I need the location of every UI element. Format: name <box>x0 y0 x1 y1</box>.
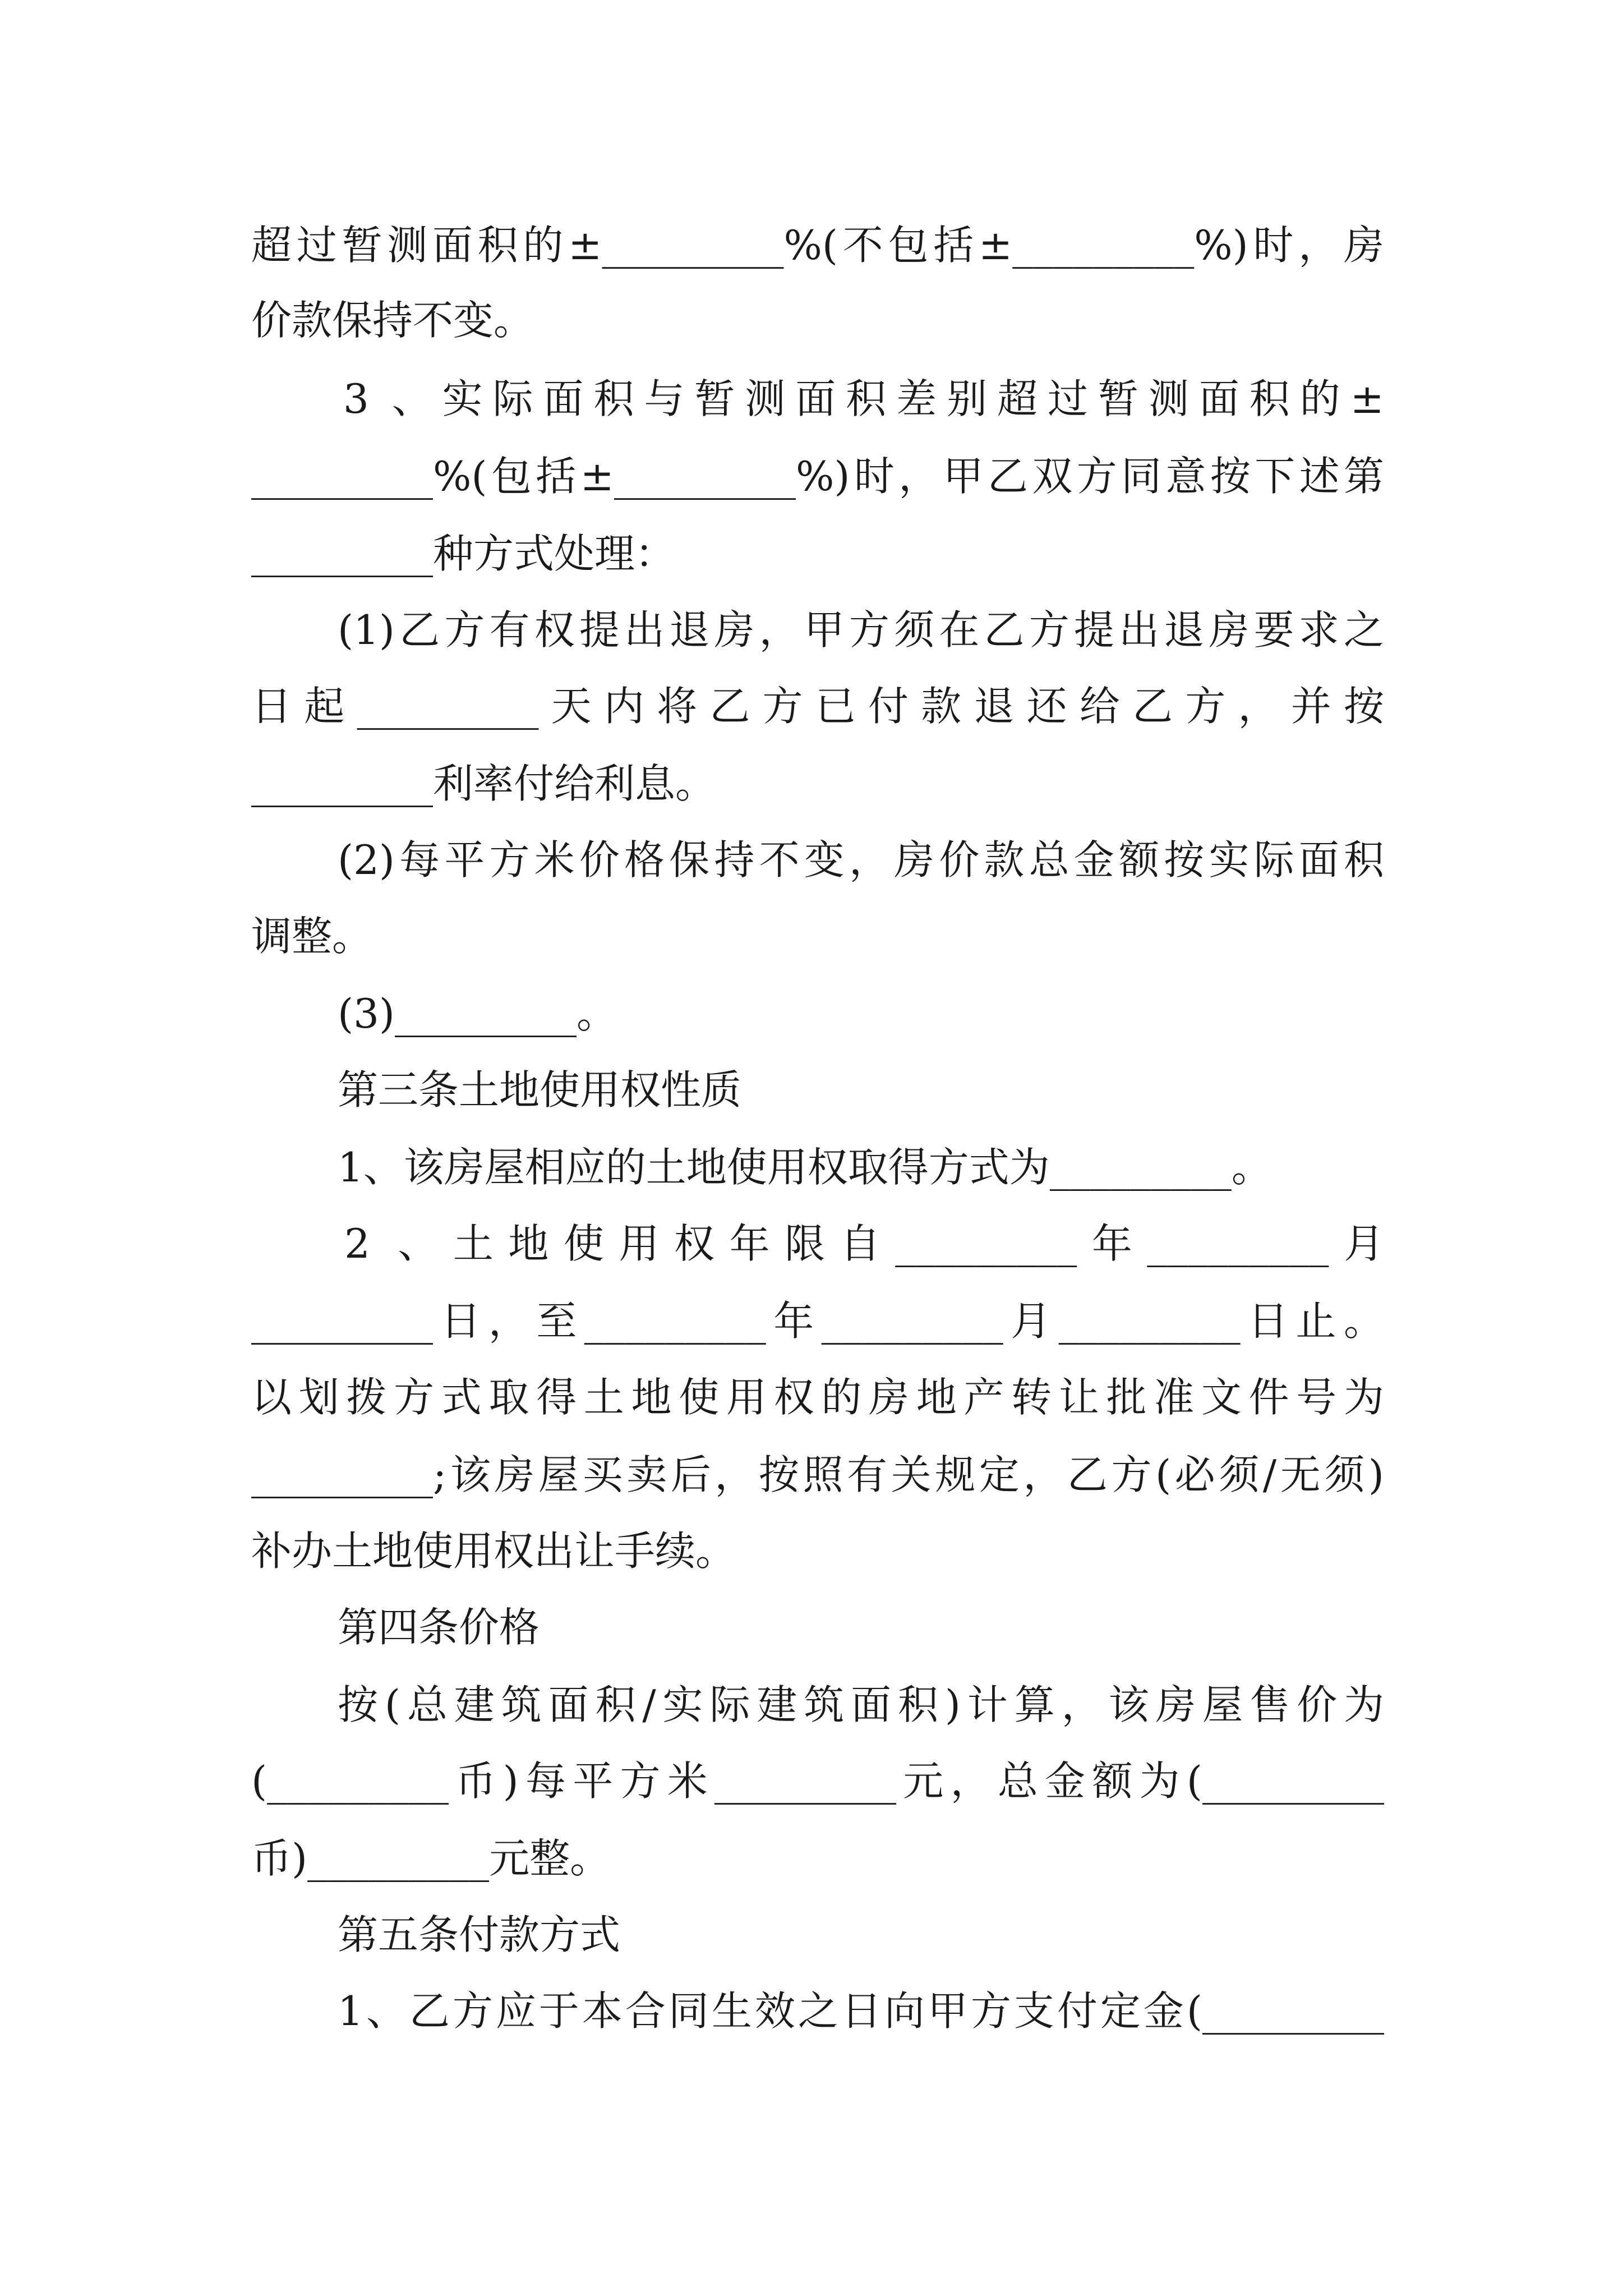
text-segment: 币) <box>251 1835 308 1882</box>
fill-in-blank[interactable]: _________ <box>1049 1144 1232 1191</box>
fill-in-blank[interactable]: _________ <box>1012 222 1195 269</box>
fill-in-blank[interactable]: _________ <box>1058 1297 1241 1345</box>
fill-in-blank[interactable]: _________ <box>251 1297 433 1345</box>
fill-in-blank[interactable]: _________ <box>251 530 433 577</box>
text-segment: 以划拨方式取得土地使用权的房地产转让批准文件号为 <box>251 1374 1384 1421</box>
fill-in-blank[interactable]: _________ <box>251 1451 433 1498</box>
text-line <box>344 1205 1384 1282</box>
text-segment: %)时，甲乙双方同意按下述第 <box>795 453 1384 500</box>
text-segment: 价款保持不变。 <box>251 297 534 344</box>
text-line <box>338 821 1384 899</box>
text-line <box>251 898 1384 975</box>
text-line <box>338 1896 1384 1973</box>
text-line <box>251 282 1384 359</box>
text-segment: %(不包括± <box>783 222 1013 269</box>
text-line <box>338 591 1384 669</box>
text-segment: 币)每平方米 <box>449 1757 715 1805</box>
text-segment: 日起 <box>251 683 357 730</box>
text-line <box>251 1359 1384 1436</box>
text-segment: 超过暂测面积的± <box>251 222 602 269</box>
fill-in-blank[interactable]: _________ <box>602 222 784 269</box>
text-line <box>338 975 1384 1052</box>
fill-in-blank[interactable]: _________ <box>614 453 796 500</box>
text-segment: 第五条付款方式 <box>338 1911 621 1958</box>
fill-in-blank[interactable]: _________ <box>714 1757 897 1805</box>
text-segment: 元，总金额为( <box>896 1757 1202 1805</box>
text-segment: %)时，房 <box>1194 222 1384 269</box>
text-segment: 月 <box>1329 1220 1384 1267</box>
text-segment: 调整。 <box>251 913 373 960</box>
text-line <box>251 1512 1384 1590</box>
fill-in-blank[interactable]: _________ <box>821 1297 1003 1345</box>
text-segment: (2)每平方米价格保持不变，房价款总金额按实际面积 <box>338 836 1384 884</box>
text-line <box>338 1129 1384 1206</box>
text-line <box>251 206 1384 284</box>
text-line <box>251 1742 1384 1820</box>
text-line <box>338 1972 1384 2050</box>
text-line <box>251 515 1384 592</box>
text-segment: 1、乙方应于本合同生效之日向甲方支付定金( <box>338 1987 1202 2035</box>
fill-in-blank[interactable]: _________ <box>1202 1757 1384 1805</box>
text-line <box>251 668 1384 745</box>
text-line <box>251 745 1384 822</box>
text-segment: ;该房屋买卖后，按照有关规定，乙方(必须/无须) <box>433 1451 1384 1498</box>
fill-in-blank[interactable]: _________ <box>895 1220 1077 1267</box>
text-segment: 第三条土地使用权性质 <box>338 1066 742 1114</box>
text-segment: 第四条价格 <box>338 1604 540 1651</box>
text-segment: 元整。 <box>489 1835 611 1882</box>
fill-in-blank[interactable]: _________ <box>1202 1987 1384 2035</box>
text-segment: 。 <box>1231 1144 1272 1191</box>
text-segment: 1、该房屋相应的土地使用权取得方式为 <box>338 1144 1050 1191</box>
text-line <box>338 1589 1384 1666</box>
fill-in-blank[interactable]: _________ <box>584 1297 766 1345</box>
text-segment: 2 、土地使用权年限自 <box>344 1220 896 1267</box>
text-line <box>251 1436 1384 1513</box>
fill-in-blank[interactable]: _________ <box>307 1835 490 1882</box>
text-segment: 日，至 <box>433 1297 584 1345</box>
text-segment: 按(总建筑面积/实际建筑面积)计算，该房屋售价为 <box>338 1681 1384 1728</box>
text-line <box>251 1820 1384 1897</box>
text-segment: 3 、实际面积与暂测面积差别超过暂测面积的± <box>343 375 1384 422</box>
text-segment: 年 <box>1077 1220 1147 1267</box>
fill-in-blank[interactable]: _________ <box>357 683 539 730</box>
text-segment: 种方式处理： <box>433 530 676 577</box>
text-line <box>338 1051 1384 1129</box>
fill-in-blank[interactable]: _________ <box>251 760 433 807</box>
text-segment: 日止。 <box>1240 1297 1384 1345</box>
text-line <box>338 1666 1384 1743</box>
text-segment: 天内将乙方已付款退还给乙方，并按 <box>538 683 1384 730</box>
text-line <box>251 438 1384 515</box>
text-line <box>343 360 1384 438</box>
text-line <box>251 1282 1384 1360</box>
fill-in-blank[interactable]: _________ <box>251 453 433 500</box>
text-segment: 月 <box>1003 1297 1059 1345</box>
fill-in-blank[interactable]: _________ <box>267 1757 449 1805</box>
fill-in-blank[interactable]: _________ <box>1147 1220 1329 1267</box>
text-segment: (1)乙方有权提出退房，甲方须在乙方提出退房要求之 <box>338 606 1384 654</box>
fill-in-blank[interactable]: _________ <box>395 990 577 1037</box>
text-segment: %(包括± <box>433 453 614 500</box>
text-segment: 年 <box>766 1297 822 1345</box>
text-segment: (3) <box>338 990 395 1037</box>
text-segment: 利率付给利息。 <box>433 760 716 807</box>
text-segment: 。 <box>577 990 617 1037</box>
text-segment: 补办土地使用权出让手续。 <box>251 1527 736 1575</box>
text-segment: ( <box>251 1757 268 1805</box>
